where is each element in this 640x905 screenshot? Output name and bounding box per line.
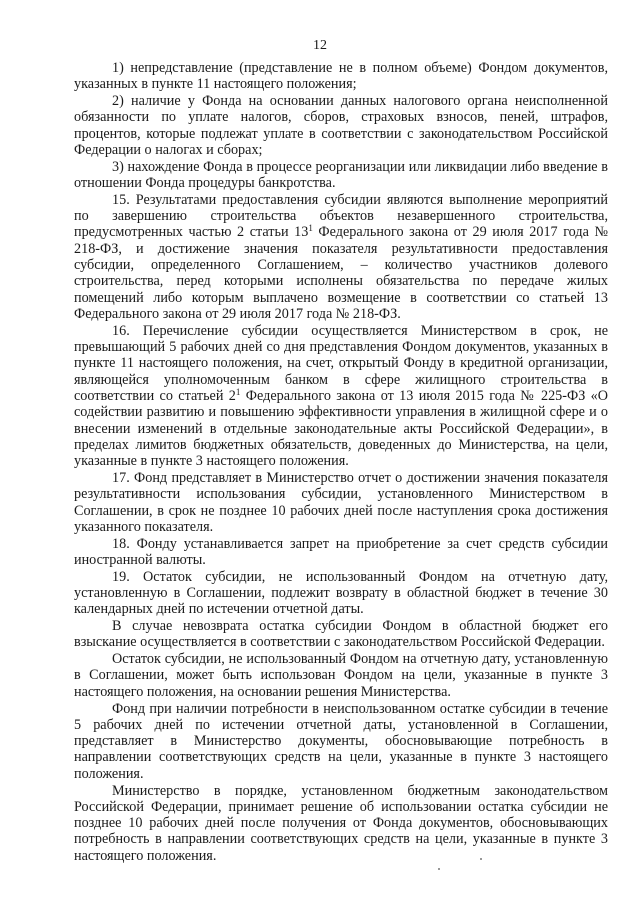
- document-body: [74, 60, 608, 865]
- paragraph-fund-need: Фонд при наличии потребности в неиспользованном остатке субсидии в течение 5 рабочих дней по истечении отчетной даты, установленной в Соглашении, представляет в Министерство документы, обосновывающие потребность в направлении соответствующих средств на цели, указанные в пункте 3 настоящего положения.: [74, 700, 608, 782]
- page-number: 12: [313, 38, 327, 53]
- scan-speck: [438, 868, 440, 870]
- paragraph-clause-15: 15. Результатами предоставления субсидии являются выполнение мероприятий по завершению строительства объектов незавершенного строительства, предусмотренных частью 2 статьи $13^1$ Федерального закона от 29 июля 2017 года № 218-ФЗ, и достижение значения показателя результативности предоставления субсидии, определенного Соглашением, – количество участников долевого строительства, перед которыми исполнены обязательства по передаче жилых помещений либо которым выплачено возмещение в соответствии со статьей 13 Федерального закона от 29 июля 2017 года № 218-ФЗ.: [74, 191, 608, 322]
- paragraph-item-2: 2) наличие у Фонда на основании данных налогового органа неисполненной обязанности по уплате налогов, сборов, страховых взносов, пеней, штрафов, процентов, которые подлежат уплате в соответствии с законодательством Российской Федерации о налогах и сборах;: [74, 93, 608, 158]
- paragraph-item-3: 3) нахождение Фонда в процессе реорганизации или ликвидации либо введение в отношении Фонда процедуры банкротства.: [74, 158, 608, 192]
- paragraph-clause-16: 16. Перечисление субсидии осуществляется Министерством в срок, не превышающий 5 рабочих дней со дня представления Фондом документов, указанных в пункте 11 настоящего положения, на счет, открытый Фонду в кредитной организации, являющейся уполномоченным банком в сфере жилищного строительства в соответствии со статьей $2^1$ Федерального закона от 13 июля 2015 года № 225-ФЗ «О содействии развитию и повышению эффективности управления в жилищной сфере и о внесении изменений в отдельные законодательные акты Российской Федерации», в пределах лимитов бюджетных обязательств, доведенных до Министерства, на цели, указанные в пункте 3 настоящего положения.: [74, 322, 609, 470]
- paragraph-remainder-use: Остаток субсидии, не использованный Фондом на отчетную дату, установленную в Соглашении, может быть использован Фондом на цели, указанные в пункте 3 настоящего положения, на основании решения Министерства.: [74, 651, 608, 700]
- paragraph-item-1: 1) непредставление (представление не в полном объеме) Фондом документов, указанных в пункте 11 настоящего положения;: [74, 60, 608, 93]
- scan-speck: [480, 858, 482, 860]
- paragraph-ministry-decision: Министерство в порядке, установленном бюджетным законодательством Российской Федерации, принимает решение об использовании остатка субсидии не позднее 10 рабочих дней после получения от Фонда документов, обосновывающих потребность в направлении соответствующих средств на цели, указанные в пункте 3 настоящего положения.: [74, 782, 608, 864]
- paragraph-clause-18: 18. Фонду устанавливается запрет на приобретение за счет средств субсидии иностранной валюты.: [74, 535, 608, 568]
- footnote-superscript: 1: [235, 386, 241, 397]
- paragraph-clause-19: 19. Остаток субсидии, не использованный Фондом на отчетную дату, установленную в Соглашении, подлежит возврату в областной бюджет в течение 30 календарных дней по истечении отчетной даты.: [74, 568, 608, 618]
- footnote-superscript: 1: [308, 223, 313, 234]
- paragraph-non-return: В случае невозврата остатка субсидии Фондом в областной бюджет его взыскание осуществляется в соответствии с законодательством Российской Федерации.: [74, 618, 608, 651]
- paragraph-clause-17: 17. Фонд представляет в Министерство отчет о достижении значения показателя результативности использования субсидии, установленного Министерством в Соглашении, в срок не позднее 10 рабочих дней после наступления срока достижения указанного показателя.: [74, 469, 608, 535]
